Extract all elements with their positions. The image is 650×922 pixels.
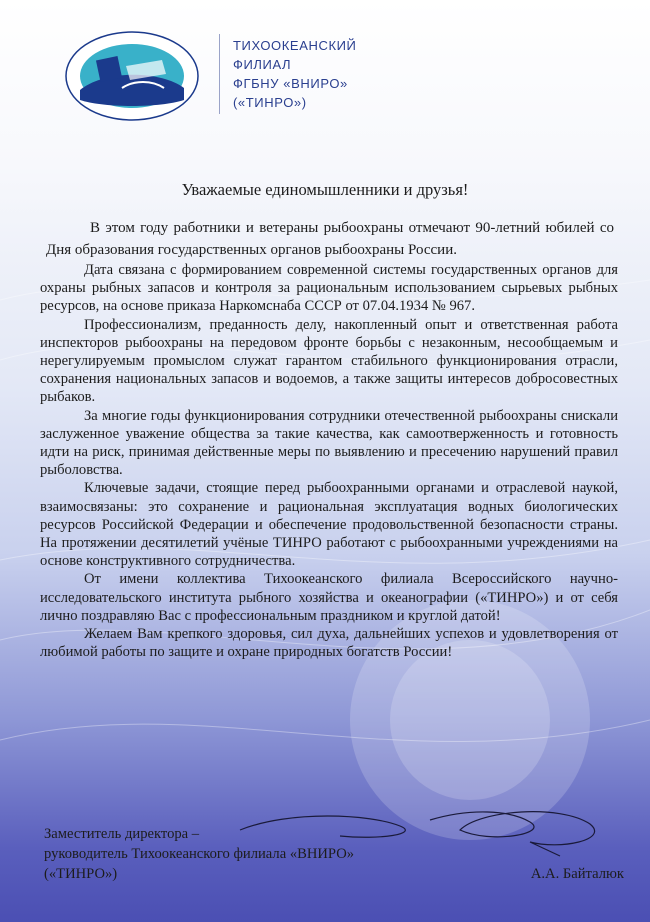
org-line: ФИЛИАЛ xyxy=(233,57,292,72)
signature-title-line: («ТИНРО») xyxy=(44,866,118,882)
paragraph: В этом году работники и ветераны рыбоохраны отмечают 90-летний юбилей со Дня образования государственных органов рыбоохраны России. xyxy=(46,220,614,258)
paragraph: За многие годы функционирования сотрудники отечественной рыбоохраны снискали заслуженное уважение общества за такие качества, как самоотверженность и готовность идти на риск, принимая действенные меры по выявлению и пресечению нарушений правил рыболовства. xyxy=(40,407,618,479)
paragraph: Профессионализм, преданность делу, накопленный опыт и ответственная работа инспекторов рыбоохраны на передовом фронте борьбы с незаконным, несообщаемым и нерегулируемым промыслом служат гарантом стабильного функционирования отрасли, сохранения национальных запасов и водоемов, а также защиты интересов добросовестных рыбаков. xyxy=(40,316,618,406)
paragraph: Ключевые задачи, стоящие перед рыбоохранными органами и отраслевой наукой, взаимосвязаны: это сохранение и рациональная эксплуатация водных биологических ресурсов Российской Федерации и обеспечение продовольственной безопасности страны. На протяжении десятилетий учёные ТИНРО работают с рыбоохранными учреждениями на основе конструктивного сотрудничества. xyxy=(40,480,618,570)
signature-block xyxy=(44,824,624,884)
signature-title-line: руководитель Тихоокеанского филиала «ВНИРО» xyxy=(44,846,355,862)
signatory-name: А.А. Байталюк xyxy=(530,866,624,882)
signature-title-line: Заместитель директора – xyxy=(44,826,200,842)
header-divider xyxy=(219,34,220,114)
paragraph: От имени коллектива Тихоокеанского филиала Всероссийского научно-исследовательского института рыбного хозяйства и океанографии («ТИНРО») и от себя лично поздравляю Вас с профессиональным праздником и круглой датой! xyxy=(40,571,618,624)
letter-body xyxy=(40,217,618,661)
org-line: ТИХООКЕАНСКИЙ xyxy=(233,38,357,53)
letter-greeting: Уважаемые единомышленники и друзья! xyxy=(181,180,469,199)
paragraph: Дата связана с формированием современной системы государственных органов для охраны рыбных запасов и контроля за рациональным использованием сырьевых рыбных ресурсов, на основе приказа Наркомснаба СССР от 07.04.1934 № 967. xyxy=(40,262,618,315)
org-line: («ТИНРО») xyxy=(233,95,307,110)
paragraph: Желаем Вам крепкого здоровья, сил духа, дальнейших успехов и удовлетворения от любимой работы по защите и охране природных богатств России! xyxy=(40,626,618,661)
vniro-logo-icon xyxy=(64,30,200,122)
letterhead xyxy=(0,0,650,150)
organization-name xyxy=(233,36,357,112)
org-line: ФГБНУ «ВНИРО» xyxy=(233,76,348,91)
